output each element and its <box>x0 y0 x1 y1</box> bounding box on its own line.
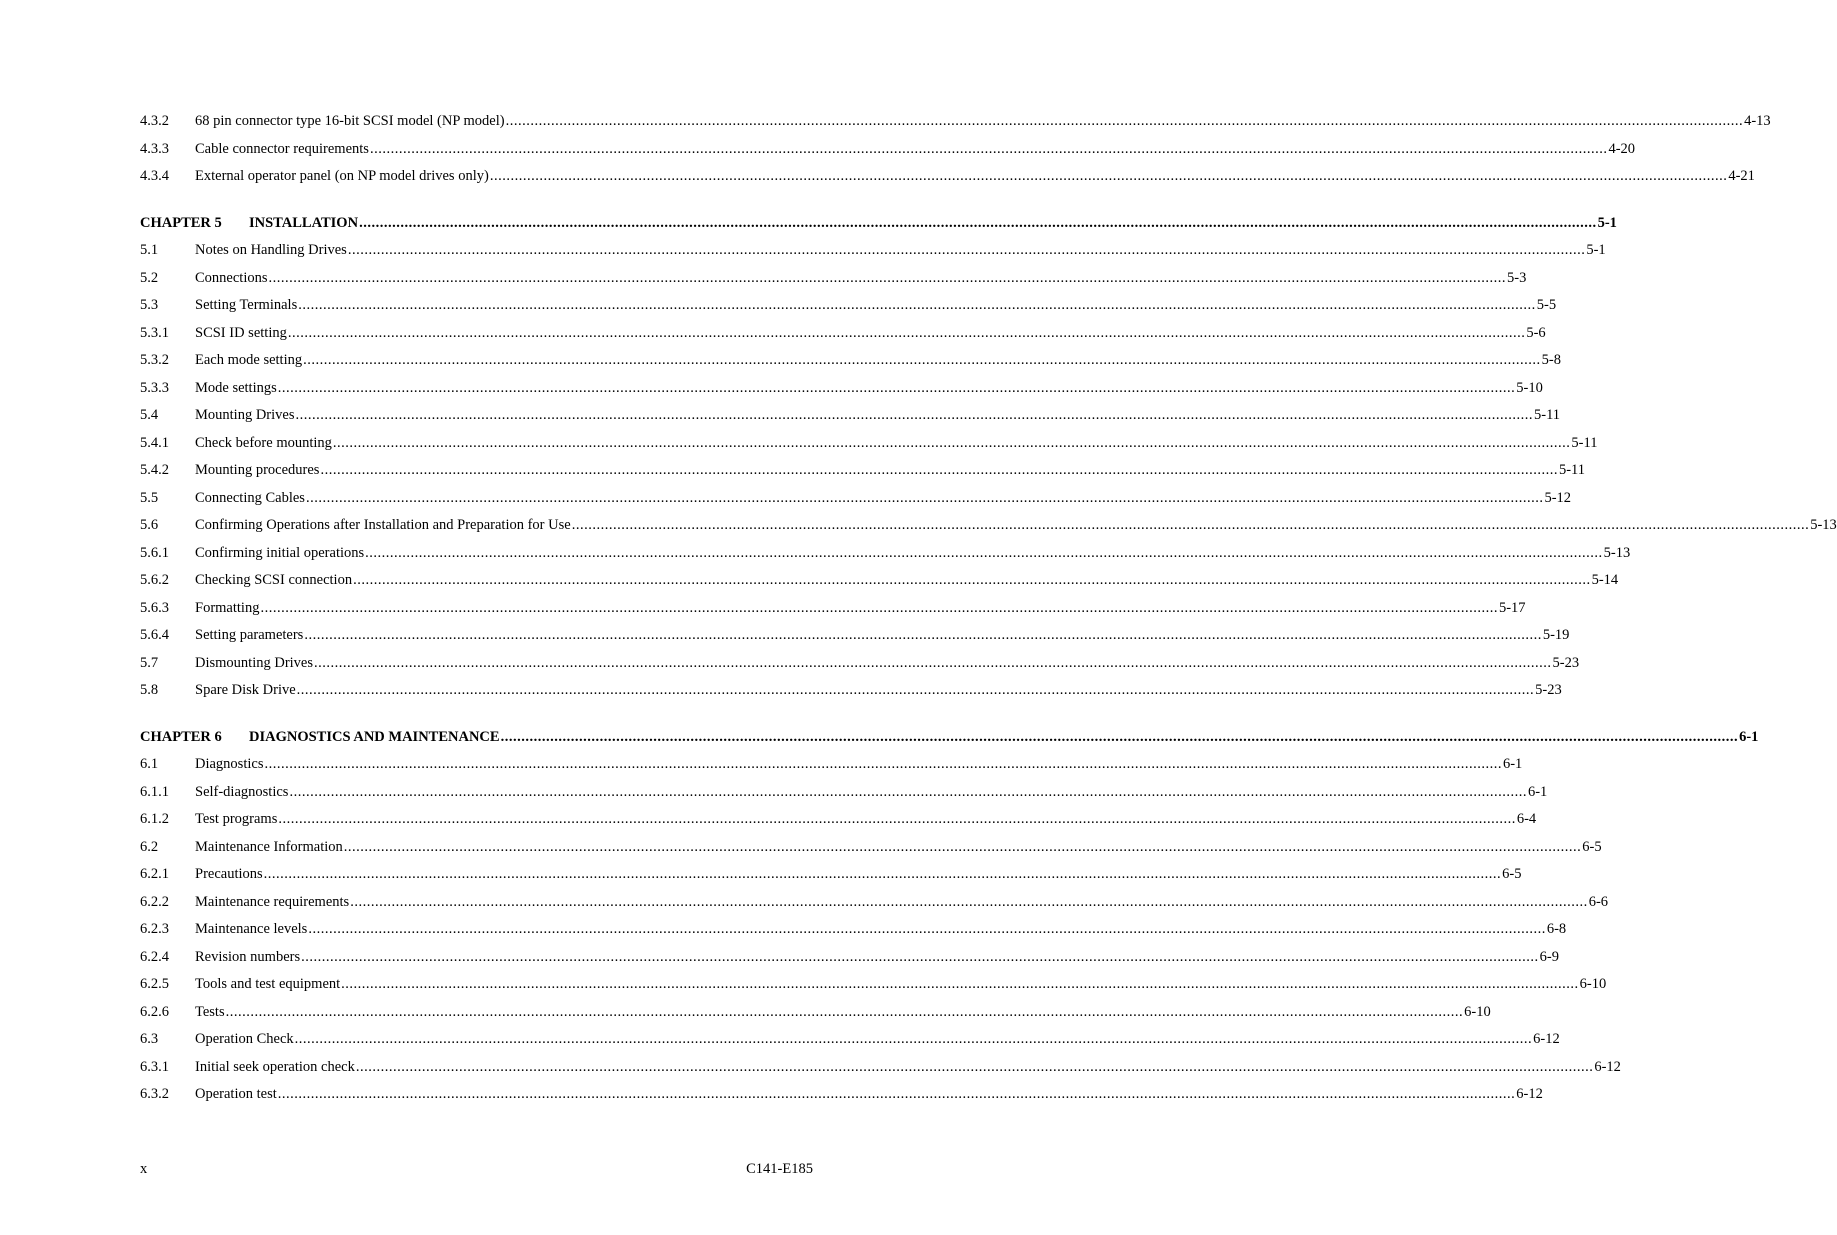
toc-page-number: 6-6 <box>1588 893 1609 910</box>
dot-leader: ............................................................................................................................................................................................................................................................................................................ <box>355 1058 1594 1075</box>
toc-entry[interactable] <box>140 810 1537 838</box>
toc-page-number: 5-8 <box>1541 352 1561 368</box>
toc-entry[interactable] <box>140 489 1572 517</box>
toc-entry[interactable] <box>140 351 1561 379</box>
toc-page-number: 6-9 <box>1539 948 1559 965</box>
toc-page-number: 5-13 <box>1810 517 1837 533</box>
toc-page-number: 5-23 <box>1552 654 1580 671</box>
toc-section-number: 6.3.2 <box>140 1086 169 1102</box>
dot-leader: ............................................................................................................................................................................................................................................................................................................ <box>343 838 1582 855</box>
toc-entry[interactable] <box>140 269 1527 297</box>
dot-leader: ............................................................................................................................................................................................................................................................................................................ <box>295 407 1533 423</box>
dot-leader: ............................................................................................................................................................................................................................................................................................................ <box>571 517 1810 533</box>
toc-page-number: 6-1 <box>1527 783 1548 800</box>
toc-section-number: 6.2.4 <box>140 948 169 965</box>
toc-entry[interactable] <box>140 783 1548 811</box>
dot-leader: ............................................................................................................................................................................................................................................................................................................ <box>369 140 1608 157</box>
toc-page-number: 5-13 <box>1603 544 1631 561</box>
toc-page-number: 4-21 <box>1728 168 1755 184</box>
toc-section-title: Operation Check <box>195 1031 294 1047</box>
toc-section-title: Self-diagnostics <box>195 783 289 800</box>
toc-section-title: Check before mounting <box>195 434 332 451</box>
toc-section-number: 6.3.1 <box>140 1058 169 1075</box>
toc-entry[interactable] <box>140 865 1522 893</box>
toc-page-number: 5-11 <box>1558 462 1585 478</box>
toc-entry[interactable] <box>140 920 1567 948</box>
toc-section-number: 5.3 <box>140 297 159 313</box>
toc-chapter-entry[interactable] <box>140 214 1617 242</box>
toc-section-number: 5.4 <box>140 407 159 423</box>
toc-section-number: 4.3.3 <box>140 140 169 157</box>
toc-page-number: 6-5 <box>1502 866 1522 882</box>
toc-section-number: 5.7 <box>140 654 159 671</box>
dot-leader: ............................................................................................................................................................................................................................................................................................................ <box>314 654 1552 671</box>
toc-section-number: 5.2 <box>140 269 159 286</box>
dot-leader: ............................................................................................................................................................................................................................................................................................................ <box>305 489 1544 506</box>
dot-leader: ............................................................................................................................................................................................................................................................................................................ <box>289 783 1527 800</box>
toc-section-number: 6.3 <box>140 1031 159 1047</box>
toc-section-number: 5.3.2 <box>140 352 169 368</box>
toc-section-title: Setting parameters <box>195 627 304 643</box>
toc-section-title: Operation test <box>195 1086 277 1102</box>
toc-section-number: 6.2.1 <box>140 866 169 882</box>
toc-entry[interactable] <box>140 516 1837 544</box>
toc-section-title: Revision numbers <box>195 948 301 965</box>
dot-leader: ............................................................................................................................................................................................................................................................................................................ <box>350 893 1588 910</box>
toc-section-number: 5.4.2 <box>140 462 169 478</box>
table-of-contents <box>140 112 1837 1113</box>
toc-page-number: 6-12 <box>1594 1058 1621 1075</box>
dot-leader: ............................................................................................................................................................................................................................................................................................................ <box>298 297 1536 313</box>
toc-section-number: 6.2 <box>140 838 159 855</box>
toc-page-number: 5-1 <box>1586 242 1606 258</box>
toc-page-number: 5-17 <box>1498 599 1526 616</box>
toc-section-number: 5.6 <box>140 517 159 533</box>
toc-page-number: 6-8 <box>1546 921 1567 937</box>
toc-section-number: CHAPTER 6 <box>140 728 222 745</box>
toc-entry[interactable] <box>140 140 1636 168</box>
dot-leader: ............................................................................................................................................................................................................................................................................................................ <box>308 921 1546 937</box>
toc-section-number: 6.2.5 <box>140 976 169 992</box>
toc-section-title: Connections <box>195 269 268 286</box>
dot-leader: ............................................................................................................................................................................................................................................................................................................ <box>287 324 1526 341</box>
toc-page-number: 6-1 <box>1502 756 1523 772</box>
toc-page-number: 5-1 <box>1597 214 1617 231</box>
dot-leader: ............................................................................................................................................................................................................................................................................................................ <box>500 728 1739 745</box>
toc-section-title: Mounting procedures <box>195 462 320 478</box>
toc-entry[interactable] <box>140 948 1559 976</box>
toc-section-number: 5.6.2 <box>140 572 169 588</box>
dot-leader: ............................................................................................................................................................................................................................................................................................................ <box>304 627 1542 643</box>
toc-section-title: Cable connector requirements <box>195 140 369 157</box>
toc-entry[interactable] <box>140 654 1580 682</box>
toc-section-title: INSTALLATION <box>249 214 359 231</box>
toc-block <box>140 112 1771 195</box>
toc-section-title: SCSI ID setting <box>195 324 287 341</box>
toc-section-number: 6.2.6 <box>140 1003 169 1020</box>
toc-page-number: 6-5 <box>1582 838 1602 855</box>
dot-leader: ............................................................................................................................................................................................................................................................................................................ <box>263 866 1502 882</box>
toc-entry[interactable] <box>140 167 1755 195</box>
toc-section-title: Confirming initial operations <box>195 544 365 561</box>
toc-section-title: Spare Disk Drive <box>195 682 296 698</box>
toc-section-title: Setting Terminals <box>195 297 298 313</box>
toc-section-title: Maintenance levels <box>195 921 308 937</box>
toc-section-title: Diagnostics <box>195 756 264 772</box>
toc-page-number: 6-12 <box>1516 1086 1543 1102</box>
toc-page-number: 4-13 <box>1744 113 1771 129</box>
dot-leader: ............................................................................................................................................................................................................................................................................................................ <box>277 1086 1516 1102</box>
toc-section-number: 5.6.4 <box>140 627 169 643</box>
toc-section-number: 6.2.3 <box>140 921 169 937</box>
toc-section-number: 5.3.1 <box>140 324 169 341</box>
toc-entry[interactable] <box>140 681 1562 709</box>
toc-entry[interactable] <box>140 1030 1560 1058</box>
toc-section-title: Maintenance requirements <box>195 893 350 910</box>
toc-page-number: 6-4 <box>1516 811 1537 827</box>
toc-entry[interactable] <box>140 379 1543 407</box>
toc-entry[interactable] <box>140 324 1546 352</box>
toc-section-title: Mode settings <box>195 379 277 396</box>
toc-section-number: 5.6.1 <box>140 544 169 561</box>
toc-entry[interactable] <box>140 461 1585 489</box>
toc-section-title: Connecting Cables <box>195 489 305 506</box>
toc-entry[interactable] <box>140 1058 1621 1086</box>
dot-leader: ............................................................................................................................................................................................................................................................................................................ <box>278 811 1516 827</box>
toc-page-number: 5-23 <box>1535 682 1562 698</box>
toc-page-number: 5-3 <box>1507 269 1527 286</box>
toc-page-number: 5-6 <box>1526 324 1546 341</box>
toc-section-number: 4.3.2 <box>140 113 169 129</box>
toc-section-title: Dismounting Drives <box>195 654 314 671</box>
toc-section-title: Mounting Drives <box>195 407 295 423</box>
dot-leader: ............................................................................................................................................................................................................................................................................................................ <box>301 948 1539 965</box>
dot-leader: ............................................................................................................................................................................................................................................................................................................ <box>332 434 1571 451</box>
toc-block <box>140 214 1837 709</box>
toc-page-number: 6-10 <box>1464 1003 1491 1020</box>
toc-entry[interactable] <box>140 626 1570 654</box>
dot-leader: ............................................................................................................................................................................................................................................................................................................ <box>365 544 1603 561</box>
toc-section-number: 5.3.3 <box>140 379 169 396</box>
toc-section-title: Precautions <box>195 866 263 882</box>
toc-page-number: 5-14 <box>1591 572 1619 588</box>
toc-page-number: 5-11 <box>1571 434 1598 451</box>
toc-section-number: 5.5 <box>140 489 159 506</box>
toc-section-number: 4.3.4 <box>140 168 169 184</box>
toc-page-number: 4-20 <box>1608 140 1636 157</box>
footer-document-id: C141-E185 <box>746 1161 813 1177</box>
toc-section-number: 5.8 <box>140 682 159 698</box>
toc-entry[interactable] <box>140 1085 1543 1113</box>
toc-section-title: External operator panel (on NP model drives only) <box>195 168 489 184</box>
toc-entry[interactable] <box>140 1003 1491 1031</box>
toc-entry[interactable] <box>140 406 1561 434</box>
page-footer <box>140 1160 813 1178</box>
dot-leader: ............................................................................................................................................................................................................................................................................................................ <box>225 1003 1464 1020</box>
toc-section-number: 6.1.1 <box>140 783 169 800</box>
toc-section-title: DIAGNOSTICS AND MAINTENANCE <box>249 728 500 745</box>
toc-section-title: Confirming Operations after Installation and Preparation for Use <box>195 517 571 533</box>
toc-section-number: 5.4.1 <box>140 434 169 451</box>
toc-section-title: Each mode setting <box>195 352 303 368</box>
toc-section-number: CHAPTER 5 <box>140 214 222 231</box>
dot-leader: ............................................................................................................................................................................................................................................................................................................ <box>260 599 1498 616</box>
dot-leader: ............................................................................................................................................................................................................................................................................................................ <box>268 269 1506 286</box>
toc-section-number: 6.2.2 <box>140 893 169 910</box>
toc-page-number: 5-11 <box>1533 407 1561 423</box>
dot-leader: ............................................................................................................................................................................................................................................................................................................ <box>341 976 1579 992</box>
toc-entry[interactable] <box>140 112 1771 140</box>
toc-section-title: Maintenance Information <box>195 838 343 855</box>
toc-entry[interactable] <box>140 599 1526 627</box>
toc-section-title: Formatting <box>195 599 260 616</box>
toc-page-number: 6-10 <box>1579 976 1607 992</box>
dot-leader: ............................................................................................................................................................................................................................................................................................................ <box>353 572 1591 588</box>
toc-section-title: Notes on Handling Drives <box>195 242 347 258</box>
toc-section-number: 5.6.3 <box>140 599 169 616</box>
toc-section-number: 6.1.2 <box>140 811 169 827</box>
dot-leader: ............................................................................................................................................................................................................................................................................................................ <box>347 242 1586 258</box>
toc-section-number: 6.1 <box>140 756 159 772</box>
dot-leader: ............................................................................................................................................................................................................................................................................................................ <box>264 756 1502 772</box>
footer-page-number: x <box>140 1161 148 1177</box>
toc-entry[interactable] <box>140 571 1619 599</box>
toc-entry[interactable] <box>140 975 1607 1003</box>
toc-section-title: Test programs <box>195 811 278 827</box>
toc-page-number: 6-12 <box>1533 1031 1560 1047</box>
dot-leader: ............................................................................................................................................................................................................................................................................................................ <box>303 352 1541 368</box>
toc-chapter-entry[interactable] <box>140 728 1759 756</box>
dot-leader: ............................................................................................................................................................................................................................................................................................................ <box>505 113 1744 129</box>
dot-leader: ............................................................................................................................................................................................................................................................................................................ <box>320 462 1558 478</box>
toc-entry[interactable] <box>140 544 1631 572</box>
toc-entry[interactable] <box>140 893 1609 921</box>
dot-leader: ............................................................................................................................................................................................................................................................................................................ <box>296 682 1535 698</box>
toc-section-title: Initial seek operation check <box>195 1058 355 1075</box>
toc-section-title: Checking SCSI connection <box>195 572 353 588</box>
toc-page-number: 5-12 <box>1544 489 1572 506</box>
toc-page-number: 5-10 <box>1516 379 1543 396</box>
toc-section-title: 68 pin connector type 16-bit SCSI model (NP model) <box>195 113 505 129</box>
toc-entry[interactable] <box>140 755 1523 783</box>
toc-page-number: 6-1 <box>1739 728 1759 745</box>
dot-leader: ............................................................................................................................................................................................................................................................................................................ <box>359 214 1597 231</box>
toc-section-title: Tools and test equipment <box>195 976 341 992</box>
toc-block <box>140 728 1759 1113</box>
toc-entry[interactable] <box>140 434 1598 462</box>
toc-page-number: 5-19 <box>1542 627 1570 643</box>
dot-leader: ............................................................................................................................................................................................................................................................................................................ <box>294 1031 1533 1047</box>
toc-section-number: 5.1 <box>140 242 159 258</box>
dot-leader: ............................................................................................................................................................................................................................................................................................................ <box>277 379 1516 396</box>
toc-entry[interactable] <box>140 241 1606 269</box>
dot-leader: ............................................................................................................................................................................................................................................................................................................ <box>489 168 1728 184</box>
toc-section-title: Tests <box>195 1003 225 1020</box>
toc-entry[interactable] <box>140 838 1602 866</box>
toc-page-number: 5-5 <box>1536 297 1557 313</box>
toc-entry[interactable] <box>140 296 1557 324</box>
